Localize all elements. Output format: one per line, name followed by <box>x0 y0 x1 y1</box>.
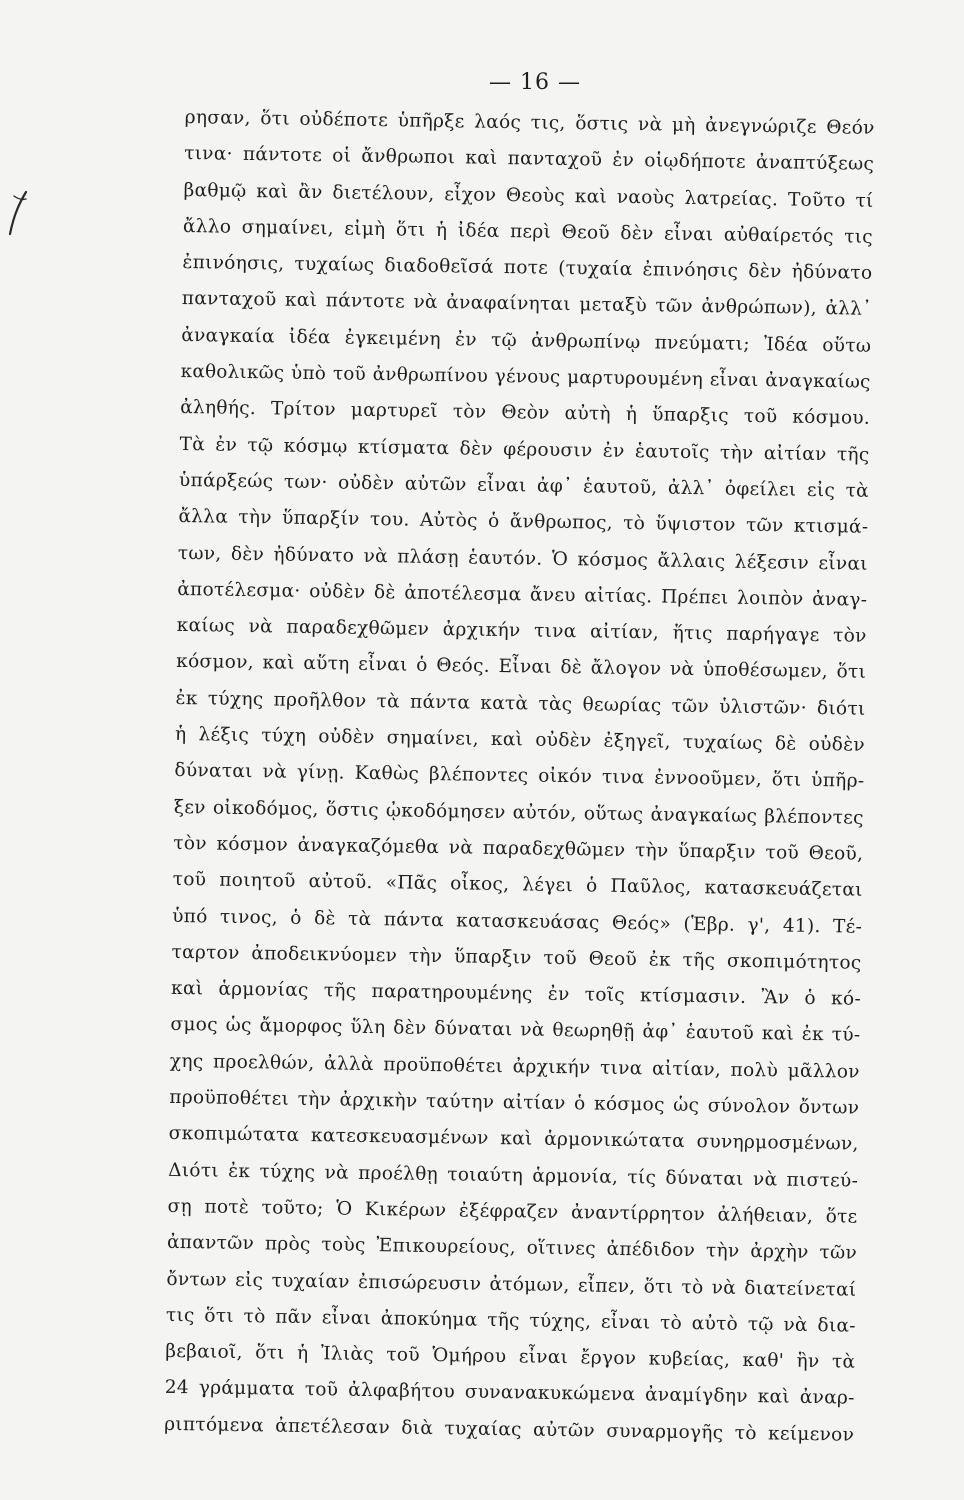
text-line: 24 γράμματα τοῦ ἀλφαβήτου συνανακυκώμενα ἀναμίγδην καὶ ἀναρ- <box>164 1377 855 1410</box>
text-line: Διότι ἐκ τύχης νὰ προέλθῃ τοιαύτη ἁρμονία, τίς δύναται νὰ πιστεύ- <box>168 1159 859 1192</box>
text-line: προϋποθέτει τὴν ἀρχικὴν ταύτην αἰτίαν ὁ κόσμος ὡς σύνολον ὄντων <box>169 1086 860 1119</box>
text-line: καθολικῶς ὑπὸ τοῦ ἀνθρωπίνου γένους μαρτυρουμένη εἶναι ἀναγκαίως <box>180 361 871 393</box>
text-line: τοῦ ποιητοῦ αὐτοῦ. «Πᾶς οἶκος, λέγει ὁ Παῦλος, κατασκευάζεται <box>172 869 863 901</box>
page-number: — 16 — <box>489 70 581 95</box>
text-line: ὑπάρξεώς των· οὐδὲν αὐτῶν εἶναι ἀφ᾽ ἑαυτοῦ, ἀλλ᾽ ὀφείλει εἰς τὰ <box>178 469 870 502</box>
text-line: ρησαν, ὅτι οὐδέποτε ὑπῆρξε λαός τις, ὅστις νὰ μὴ ἀνεγνώριζε Θεόν <box>184 106 875 139</box>
text-line: των, δὲν ἠδύνατο νὰ πλάσῃ ἑαυτόν. Ὁ κόσμος ἄλλαις λέξεσιν εἶναι <box>177 542 868 575</box>
text-line: τινα· πάντοτε οἱ ἄνθρωποι καὶ πανταχοῦ ἐν οἱῳδήποτε ἀναπτύξεως <box>183 143 875 176</box>
text-line: καὶ ἁρμονίας τῆς παρατηρουμένης ἐν τοῖς κτίσμασιν. Ἂν ὁ κό- <box>170 978 862 1010</box>
text-line: δύναται νὰ γίνῃ. Καθὼς βλέποντες οἰκόν τινα ἐννοοῦμεν, ὅτι ὑπῆρ- <box>174 760 865 793</box>
text-line: τις ὅτι τὸ πᾶν εἶναι ἀποκύημα τῆς τύχης, εἶναι τὸ αὐτὸ τῷ νὰ δια- <box>165 1304 856 1337</box>
text-line: ἐπινόησις, τυχαίως διαδοθεῖσά ποτε (τυχαία ἐπινόησις δὲν ἠδύνατο <box>182 252 873 285</box>
text-line: ἐκ τύχης προῆλθον τὰ πάντα κατὰ τὰς θεωρίας τῶν ὑλιστῶν· διότι <box>175 687 866 720</box>
text-line: ἀναγκαία ἰδέα ἐγκειμένη ἐν τῷ ἀνθρωπίνῳ πνεύματι; Ἰδέα οὕτω <box>181 324 872 357</box>
text-line: ἀληθής. Τρίτον μαρτυρεῖ τὸν Θεὸν αὐτὴ ἡ ὕπαρξις τοῦ κόσμου. <box>179 397 871 430</box>
text-line: ὑπό τινος, ὁ δὲ τὰ πάντα κατασκευάσας Θεός» (Ἑβρ. γ', 41). Τέ- <box>172 905 863 938</box>
text-line: ἡ λέξις τύχη οὐδὲν σημαίνει, καὶ οὐδὲν ἐξηγεῖ, τυχαίως δὲ οὐδὲν <box>174 723 866 756</box>
text-line: τὸν κόσμον ἀναγκαζόμεθα νὰ παραδεχθῶμεν τὴν ὕπαρξιν τοῦ Θεοῦ, <box>173 832 864 865</box>
text-line: Τὰ ἐν τῷ κόσμῳ κτίσματα δὲν φέρουσιν ἐν ἑαυτοῖς τὴν αἰτίαν τῆς <box>179 433 870 466</box>
text-line: σῃ ποτὲ τοῦτο; Ὁ Κικέρων ἐξέφραζεν ἀναντίρρητον ἀλήθειαν, ὅτε <box>167 1195 858 1228</box>
text-line: σμος ὡς ἄμορφος ὕλη δὲν δύναται νὰ θεωρηθῇ ἀφ᾽ ἑαυτοῦ καὶ ἐκ τύ- <box>170 1014 861 1047</box>
text-line: ριπτόμενα ἀπετέλεσαν διὰ τυχαίας αὐτῶν συναρμογῆς τὸ κείμενον <box>164 1413 855 1446</box>
text-line: χης προελθών, ἀλλὰ προϋποθέτει ἀρχικήν τινα αἰτίαν, πολὺ μᾶλλον <box>169 1050 860 1083</box>
text-line: κόσμον, καὶ αὕτη εἶναι ὁ Θεός. Εἶναι δὲ ἄλογον νὰ ὑποθέσωμεν, ὅτι <box>176 651 867 684</box>
margin-pencil-mark <box>6 190 28 236</box>
text-line: βαθμῷ καὶ ἂν διετέλουν, εἶχον Θεοὺς καὶ ναοὺς λατρείας. Τοῦτο τί <box>183 179 874 212</box>
text-line: σκοπιμώτατα κατεσκευασμένων καὶ ἁρμονικώτατα συνηρμοσμένων, <box>168 1123 859 1156</box>
text-line: ἀποτέλεσμα· οὐδὲν δὲ ἀποτέλεσμα ἄνευ αἰτίας. Πρέπει λοιπὸν ἀναγ- <box>177 578 868 611</box>
text-line: ἄλλο σημαίνει, εἰμὴ ὅτι ἡ ἰδέα περὶ Θεοῦ δὲν εἶναι αὐθαίρετός τις <box>182 215 874 248</box>
text-line: ταρτον ἀποδεικνύομεν τὴν ὕπαρξιν τοῦ Θεοῦ ἐκ τῆς σκοπιμότητος <box>171 941 862 974</box>
text-line: ἀπαντῶν πρὸς τοὺς Ἐπικουρείους, οἵτινες ἀπέδιδον τὴν ἀρχὴν τῶν <box>166 1232 858 1264</box>
text-line: πανταχοῦ καὶ πάντοτε νὰ ἀναφαίνηται μεταξὺ τῶν ἀνθρώπων), ἀλλ᾽ <box>181 288 872 321</box>
text-line: ἄλλα τὴν ὕπαρξίν του. Αὐτὸς ὁ ἄνθρωπος, τὸ ὕψιστον τῶν κτισμά- <box>178 506 869 539</box>
text-line: ὄντων εἰς τυχαίαν ἐπισώρευσιν ἀτόμων, εἶπεν, ὅτι τὸ νὰ διατείνεταί <box>166 1268 857 1301</box>
text-line: καίως νὰ παραδεχθῶμεν ἀρχικήν τινα αἰτίαν, ἥτις παρήγαγε τὸν <box>176 615 867 647</box>
body-text <box>164 100 875 1454</box>
text-line: βεβαιοῖ, ὅτι ἡ Ἰλιὰς τοῦ Ὁμήρου εἶναι ἔργον κυβείας, καθ' ἣν τὰ <box>165 1340 856 1373</box>
text-line: ξεν οἰκοδόμος, ὅστις ᾠκοδόμησεν αὐτόν, οὕτως ἀναγκαίως βλέποντες <box>173 796 864 829</box>
